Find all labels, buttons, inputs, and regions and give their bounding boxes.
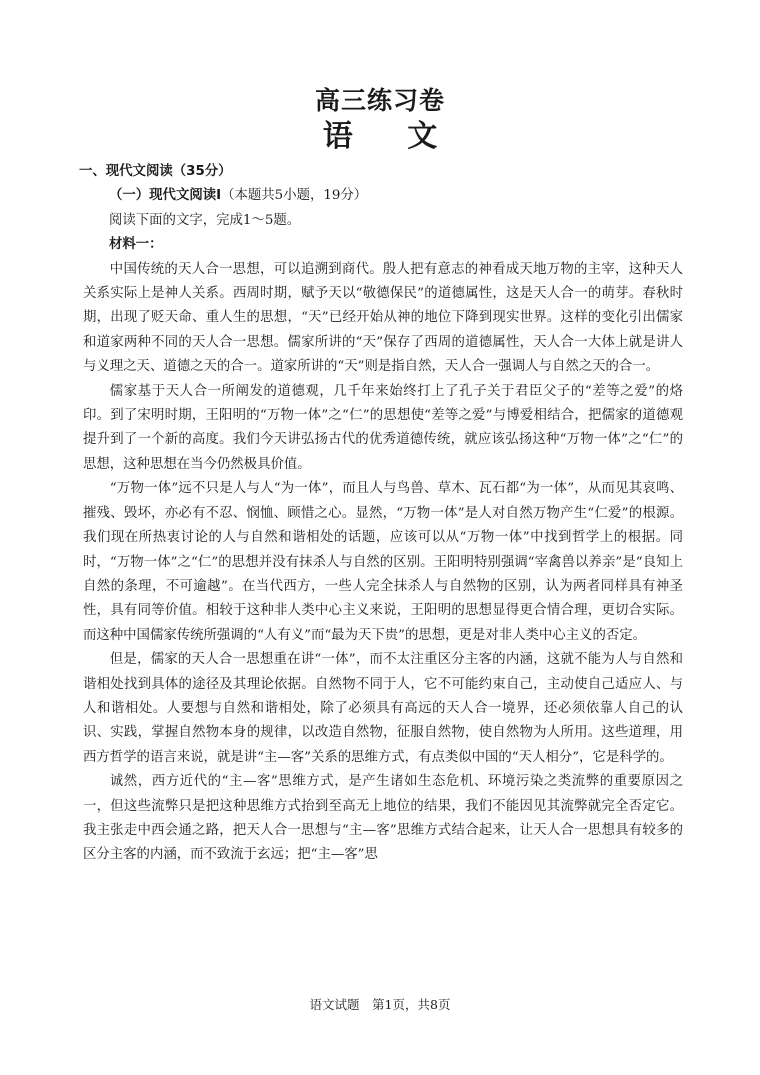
paragraph-3: “万物一体”远不只是人与人“为一体”，而且人与鸟兽、草木、瓦石都“为一体”，从而见其哀鸣、摧残、毁坏，亦必有不忍、悯恤、顾惜之心。显然，“万物一体”是人对自然万物产生“仁爱”的根源。我们现在所热衷讨论的人与自然和谐相处的话题，应该可以从“万物一体”中找到哲学上的根据。同时，“万物一体”之“仁”的思想并没有抹杀人与自然的区别。王阳明特别强调“宰禽兽以养亲”是“良知上自然的条理，不可逾越”。在当代西方，一些人完全抹杀人与自然物的区别，认为两者同样具有神圣性，具有同等价值。相较于这种非人类中心主义来说，王阳明的思想显得更合情合理，更切合实际。而这种中国儒家传统所强调的“人有义”而“最为天下贵”的思想，更是对非人类中心主义的否定。 [83,481,683,643]
subject-title: 语 文 [322,119,460,154]
subsection-note: （本题共5小题，19分） [221,188,368,204]
subsection-heading [83,184,683,208]
page-footer: 语文试题 第1页，共8页 [309,997,451,1012]
paragraph-4: 但是，儒家的天人合一思想重在讲“一体”，而不太注重区分主客的内涵，这就不能为人与自然和谐相处找到具体的途径及其理论依据。自然物不同于人，它不可能约束自己，主动使自己适应人、与人和谐相处。人要想与自然和谐相处，除了必须具有高远的天人合一境界，还必须依靠人自己的认识、实践，掌握自然物本身的规律，以改造自然物，征服自然物，使自然物为人所用。这些道理，用西方哲学的语言来说，就是讲“主—客”关系的思维方式，有点类似中国的“天人相分”，它是科学的。 [83,652,683,765]
paragraph-2: 儒家基于天人合一所阐发的道德观，几千年来始终打上了孔子关于君臣父子的“差等之爱”的烙印。到了宋明时期，王阳明的“万物一体”之“仁”的思想使“差等之爱”与博爱相结合，把儒家的道德观提升到了一个新的高度。我们今天讲弘扬古代的优秀道德传统，就应该弘扬这种“万物一体”之“仁”的思想，这种思想在当今仍然极具价值。 [83,383,683,472]
reading-instruction: 阅读下面的文字，完成1～5题。 [109,212,301,228]
material-label: 材料一： [109,237,163,253]
paragraph-1: 中国传统的天人合一思想，可以追溯到商代。殷人把有意志的神看成天地万物的主宰，这种天人关系实际上是神人关系。西周时期，赋予天以“敬德保民”的道德属性，这是天人合一的萌芽。春秋时期，出现了贬天命、重人生的思想，“天”已经开始从神的地位下降到现实世界。这样的变化引出儒家和道家两种不同的天人合一思想。儒家所讲的“天”保存了西周的道德属性，天人合一大体上就是讲人与义理之天、道德之天的合一。道家所讲的“天”则是指自然，天人合一强调人与自然之天的合一。 [83,261,683,375]
exam-title: 高三练习卷 [314,86,445,115]
paragraph-5: 诚然，西方近代的“主—客”思维方式，是产生诸如生态危机、环境污染之类流弊的重要原因之一，但这些流弊只是把这种思维方式抬到至高无上地位的结果，我们不能因见其流弊就完全否定它。我主张走中西会通之路，把天人合一思想与“主—客”思维方式结合起来，让天人合一思想具有较多的区分主客的内涵，而不致流于玄远；把“主—客”思 [83,774,683,863]
section-heading: 一、现代文阅读（35分） [79,164,232,179]
exam-content [79,160,683,868]
subsection-label: （一）现代文阅读Ⅰ [109,188,222,204]
